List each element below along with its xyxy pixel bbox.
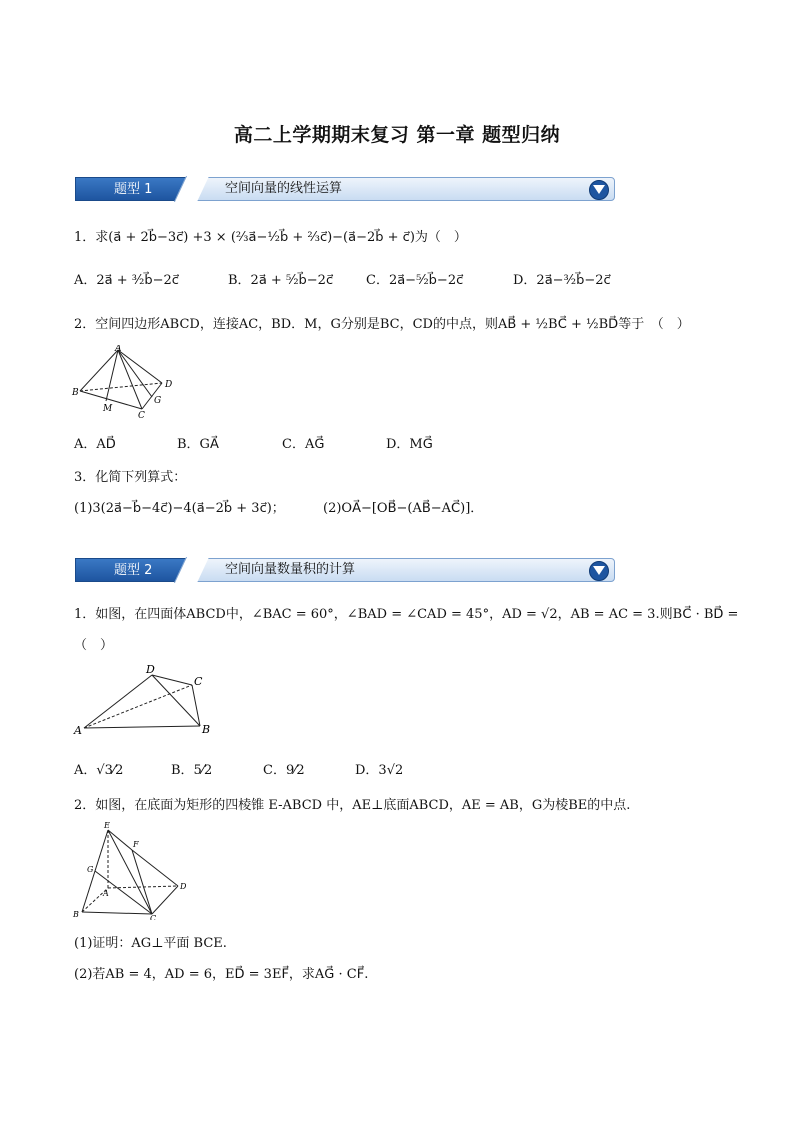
label-g: G: [154, 396, 162, 406]
s2-q2-figure: [70, 820, 195, 920]
chevron-down-icon[interactable]: [589, 561, 609, 581]
option-c: C．2a⃗−⁵⁄₂b⃗−2c⃗: [366, 273, 464, 288]
label-m: M: [103, 404, 113, 414]
label-c: C: [150, 914, 157, 920]
section-1-subtitle: 空间向量的线性运算: [225, 181, 343, 196]
s2-q1-text2: （ ）: [74, 638, 114, 653]
option-c: C．9⁄2: [263, 763, 305, 778]
label-c: C: [138, 411, 145, 420]
label-a: A: [74, 724, 82, 737]
option-b: B．5⁄2: [171, 763, 213, 778]
option-a: A．2a⃗ + ³⁄₂b⃗−2c⃗: [74, 273, 179, 288]
section-1-tag: 题型 1: [75, 177, 190, 201]
label-d: D: [146, 663, 155, 676]
label-c: C: [194, 675, 203, 688]
option-a: A．AD⃗: [74, 437, 116, 452]
label-g: G: [87, 865, 94, 874]
s1-q1-options: [0, 269, 794, 289]
s2-q1-text: 1．如图，在四面体ABCD中，∠BAC = 60°，∠BAD = ∠CAD = 45°，AD = √2，AB = AC = 3.则BC⃗ · BD⃗ =: [74, 607, 739, 622]
section-2-subtitle: 空间向量数量积的计算: [225, 562, 356, 577]
section-2-tag: 题型 2: [75, 558, 190, 582]
s1-q1-text: 1．求(a⃗ + 2b⃗−3c⃗) +3 × (²⁄₃a⃗−¹⁄₂b⃗ + ²⁄₃c⃗)−(a⃗−2b⃗ + c⃗)为（ ）: [74, 230, 467, 245]
s2-q2-part1: (1)证明：AG⊥平面 BCE.: [74, 936, 227, 951]
option-c: C．AG⃗: [282, 437, 325, 452]
option-a: A．√3⁄2: [74, 763, 124, 778]
section-2-header: [75, 558, 615, 584]
s2-q1-options: [0, 759, 794, 779]
option-b: B．GA⃗: [177, 437, 219, 452]
s2-q1-figure: [70, 660, 220, 740]
label-a: A: [115, 345, 122, 354]
s1-q2-text: 2．空间四边形ABCD，连接AC，BD．M，G分别是BC，CD的中点，则AB⃗ + ½BC⃗ + ½BD⃗等于 （ ）: [74, 317, 690, 332]
chevron-down-icon[interactable]: [589, 180, 609, 200]
s1-q3-part2: (2)OA⃗−[OB⃗−(AB⃗−AC⃗)]．: [323, 501, 484, 516]
s2-q2-text: 2．如图，在底面为矩形的四棱锥 E-ABCD 中，AE⊥底面ABCD，AE = AB，G为棱BE的中点.: [74, 798, 631, 813]
label-f: F: [133, 840, 139, 849]
option-b: B．2a⃗ + ⁵⁄₂b⃗−2c⃗: [228, 273, 334, 288]
s2-q2-part2: (2)若AB = 4，AD = 6，ED⃗ = 3EF⃗，求AG⃗ · CF⃗.: [74, 967, 369, 982]
label-a: A: [103, 889, 109, 898]
option-d: D．MG⃗: [386, 437, 433, 452]
s1-q2-options: [0, 433, 794, 453]
option-d: D．3√2: [355, 763, 404, 778]
s1-q3-part1: (1)3(2a⃗−b⃗−4c⃗)−4(a⃗−2b⃗ + 3c⃗)；: [74, 501, 285, 516]
label-b: B: [202, 723, 211, 736]
s1-q2-figure: [70, 345, 180, 420]
label-d: D: [165, 380, 173, 390]
label-e: E: [104, 821, 110, 830]
s1-q3-parts: [0, 497, 794, 517]
label-b: B: [72, 388, 79, 398]
label-d: D: [180, 882, 187, 891]
section-1-header: [75, 177, 615, 203]
s1-q3-text: 3．化简下列算式：: [74, 470, 187, 485]
option-d: D．2a⃗−³⁄₂b⃗−2c⃗: [513, 273, 611, 288]
page-title: 高二上学期期末复习 第一章 题型归纳: [233, 124, 561, 146]
label-b: B: [73, 910, 79, 919]
